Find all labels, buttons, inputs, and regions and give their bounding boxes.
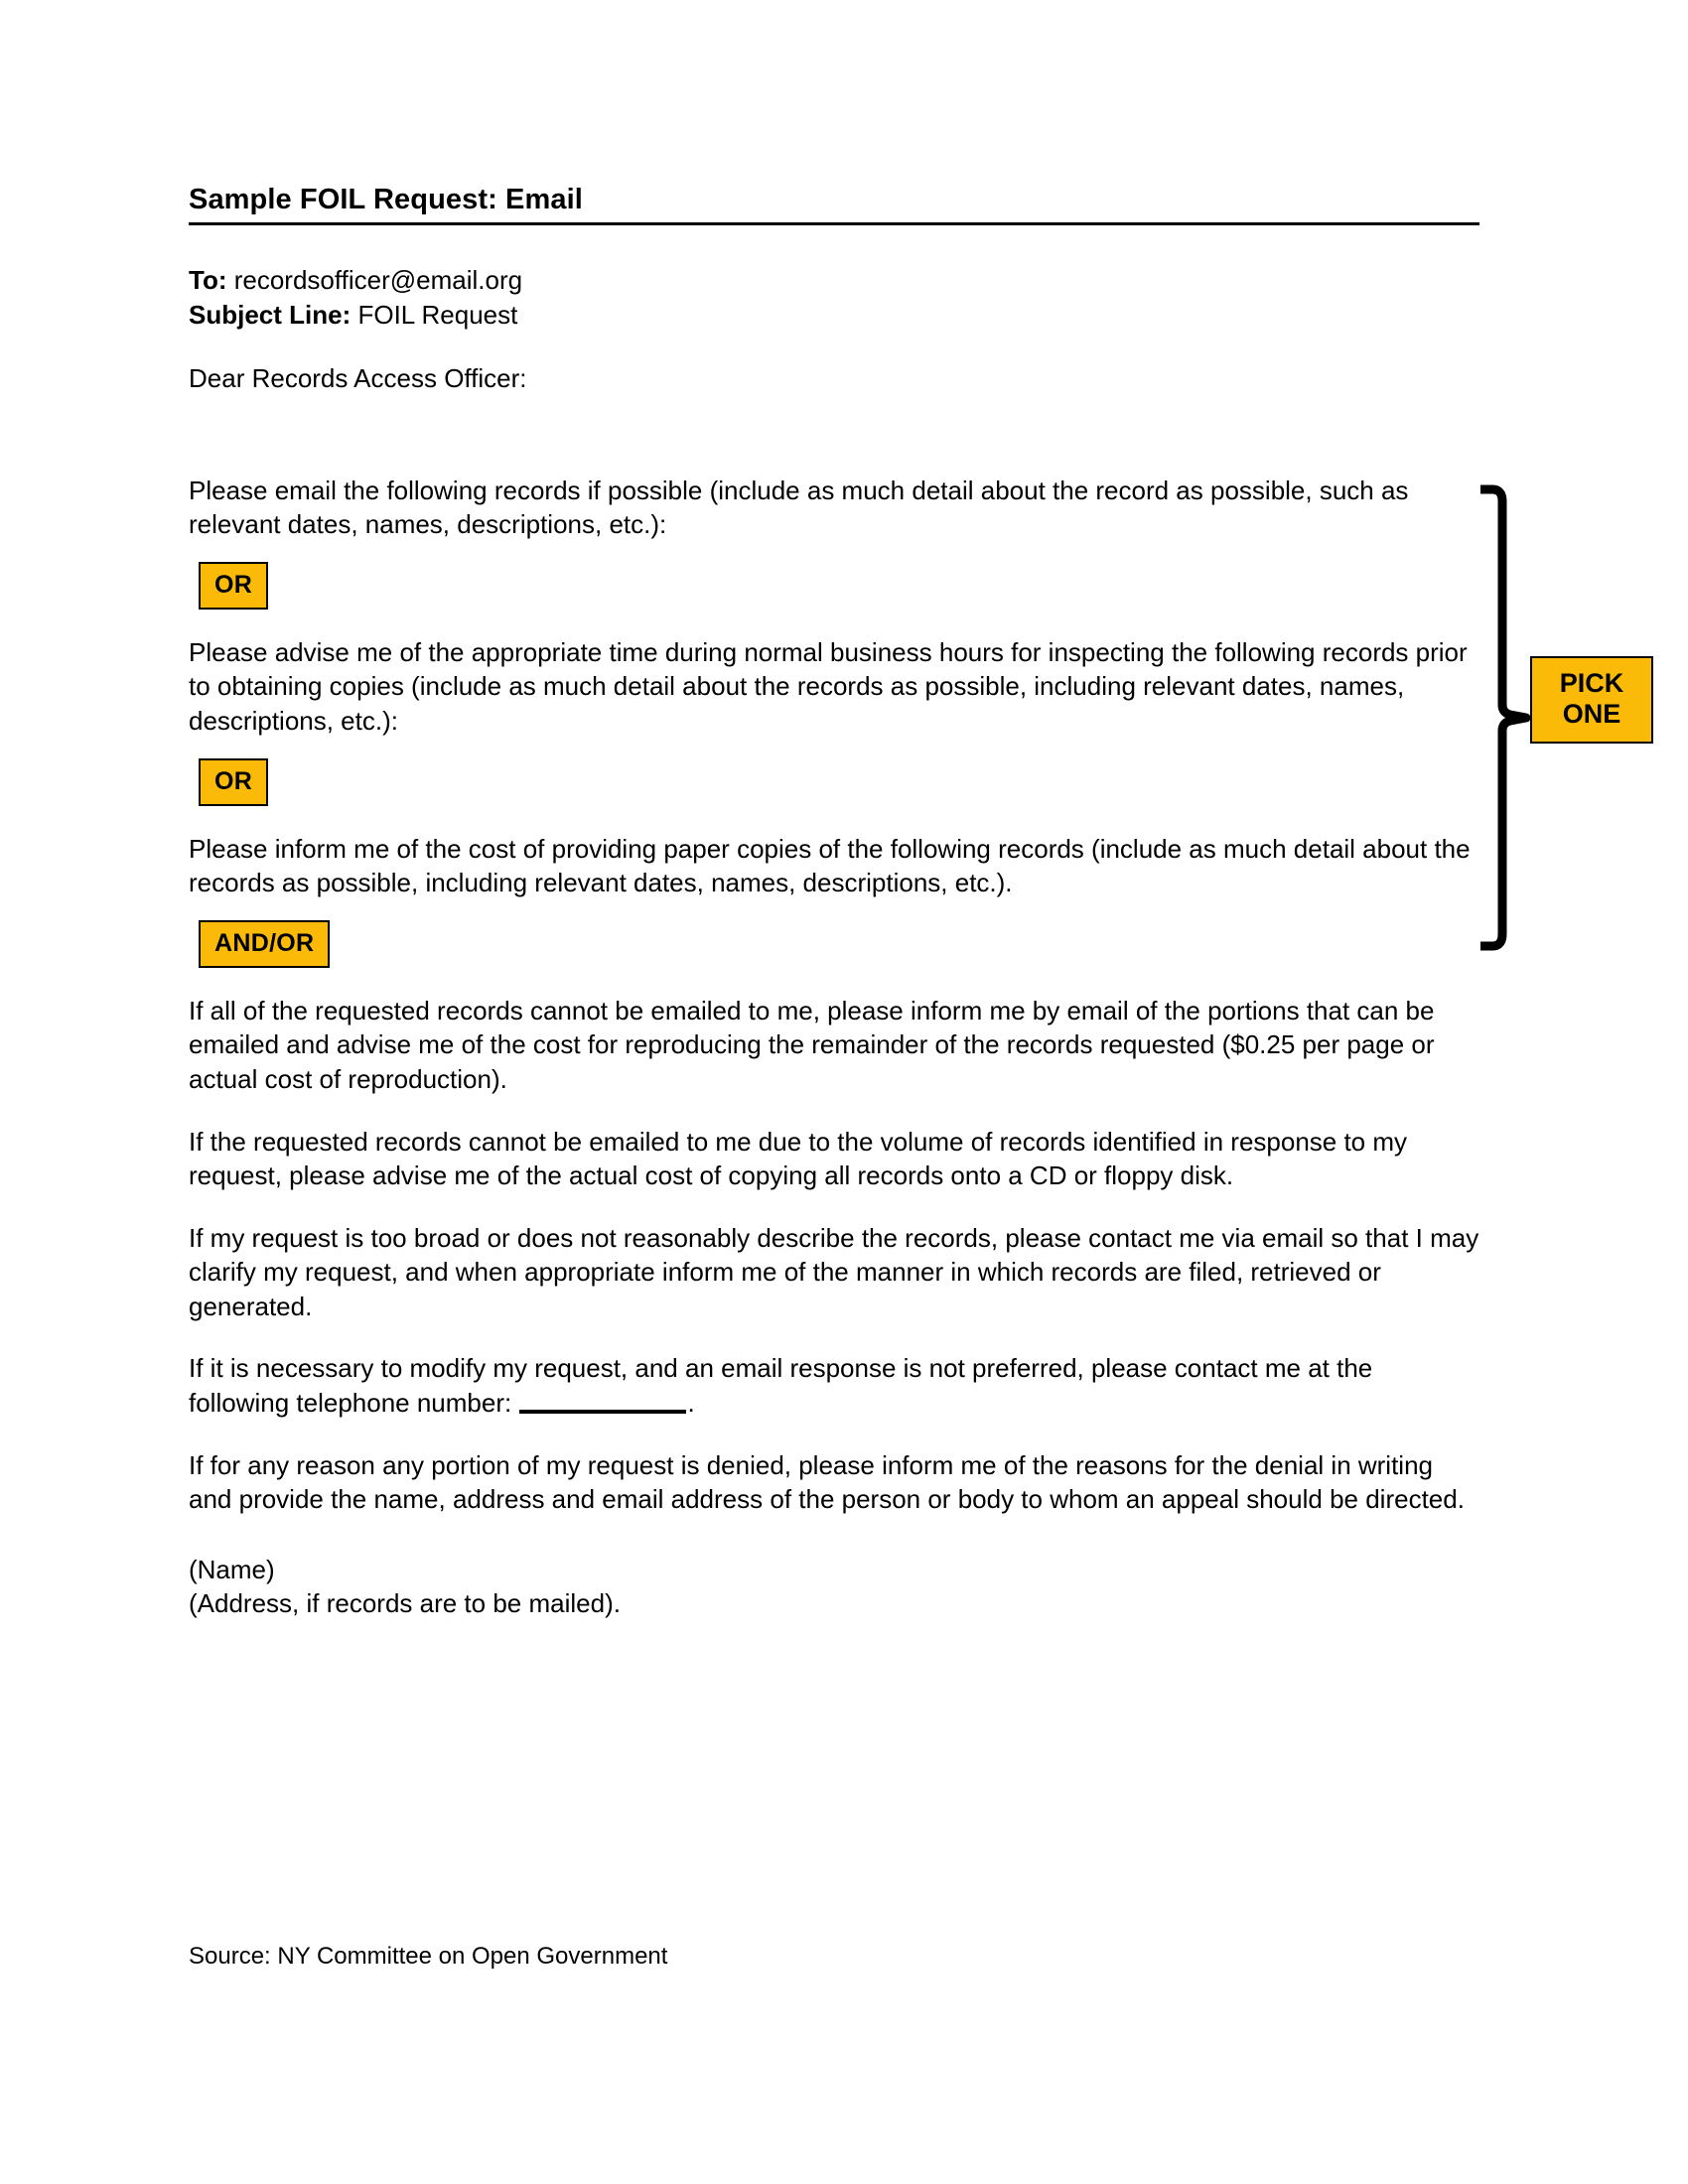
to-label: To:: [189, 265, 227, 295]
title-divider: [189, 222, 1479, 225]
pick-one-line-2: ONE: [1562, 698, 1621, 729]
pick-one-callout-group: [1477, 484, 1685, 951]
signature-name-line: (Name): [189, 1554, 275, 1584]
connector-row-or-2: [189, 758, 1479, 806]
connector-row-and-or: [189, 920, 1479, 968]
telephone-paragraph: [189, 1351, 1479, 1420]
pick-one-line-1: PICK: [1559, 668, 1624, 698]
option-paragraph-2: Please advise me of the appropriate time during normal business hours for inspecting the following records prior to obtaining copies (include as much detail about the records as possible, including relevant dates, names, descriptions, etc.):: [189, 636, 1468, 737]
body-paragraph-1: If all of the requested records cannot be emailed to me, please inform me by email of the portions that can be emailed and advise me of the cost for reproducing the remainder of the records requested ($0.25 per page or actual cost of reproduction).: [189, 995, 1435, 1094]
subject-line: [189, 298, 1479, 333]
badge-and-or: AND/OR: [199, 920, 330, 968]
document-body: [189, 263, 1479, 1621]
denial-paragraph: If for any reason any portion of my request is denied, please inform me of the reasons for the denial in writing and provide the name, address and email address of the person or body to whom an appeal should be directed.: [189, 1449, 1465, 1515]
option-paragraph-3: Please inform me of the cost of providing paper copies of the following records (include as much detail about the records as possible, including relevant dates, names, descriptions, etc.).: [189, 833, 1471, 898]
signature-block: [189, 1553, 1479, 1621]
email-meta-block: [189, 263, 1479, 332]
telephone-blank-field[interactable]: [519, 1410, 686, 1414]
subject-value: FOIL Request: [351, 299, 518, 330]
badge-or-1: OR: [199, 562, 268, 610]
page-title: Sample FOIL Request: Email: [189, 184, 583, 215]
salutation: Dear Records Access Officer:: [189, 363, 527, 394]
option-paragraph-1: Please email the following records if possible (include as much detail about the record as possible, such as relevant dates, names, descriptions, etc.):: [189, 475, 1409, 540]
telephone-text-before: If it is necessary to modify my request, and an email response is not preferred, please contact me at the following telephone number:: [189, 1353, 1373, 1418]
badge-or-2: OR: [199, 758, 268, 806]
badge-pick-one: [1530, 656, 1653, 744]
connector-row-or-1: [189, 562, 1479, 610]
body-paragraph-3: If my request is too broad or does not reasonably describe the records, please contact me via email so that I may clarify my request, and when appropriate inform me of the manner in which records are filed, retrieved or generated.: [189, 1222, 1479, 1321]
to-line: [189, 263, 1479, 298]
subject-label: Subject Line:: [189, 299, 352, 330]
to-value: recordsofficer@email.org: [226, 265, 523, 295]
signature-address-line: (Address, if records are to be mailed).: [189, 1588, 621, 1619]
telephone-text-after: .: [687, 1387, 695, 1418]
body-paragraph-2: If the requested records cannot be emailed to me due to the volume of records identified in response to my request, please advise me of the actual cost of copying all records onto a CD or floppy disk.: [189, 1126, 1408, 1191]
document-header: [189, 184, 1479, 225]
source-footer: Source: NY Committee on Open Government: [189, 1943, 668, 1970]
